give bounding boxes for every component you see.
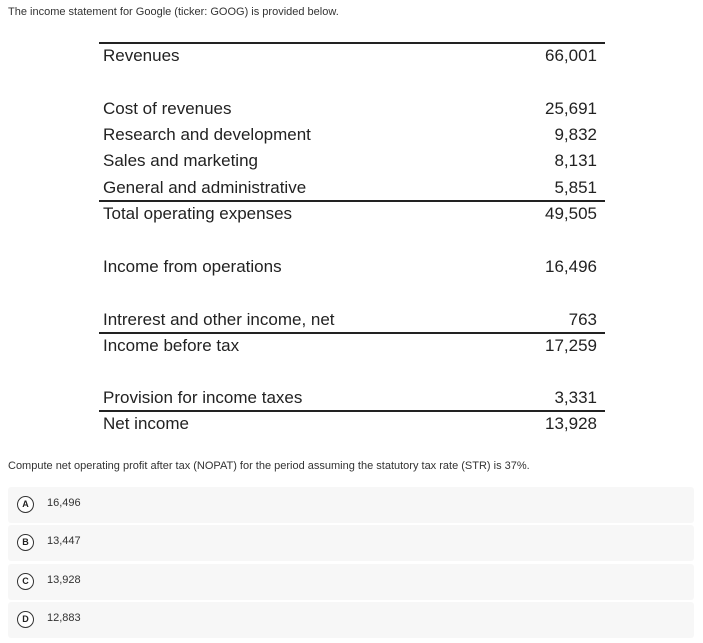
row-income-before-tax: [103, 336, 597, 358]
row-label: Intrerest and other income, net: [103, 310, 335, 329]
choice-text: 13,447: [47, 535, 81, 547]
subtotal-rule: [99, 200, 605, 202]
row-label: Research and development: [103, 125, 311, 144]
answer-choice-d[interactable]: [8, 602, 694, 638]
row-cost-of-revenues: [103, 99, 597, 121]
choice-letter-badge: B: [17, 534, 34, 551]
row-label: Income from operations: [103, 257, 282, 276]
intro-text: The income statement for Google (ticker: GOOG) is provided below.: [8, 6, 339, 18]
row-value: 763: [568, 310, 597, 329]
row-label: Provision for income taxes: [103, 388, 303, 407]
row-revenues: [103, 46, 597, 68]
row-label: Revenues: [103, 46, 180, 65]
row-value: 13,928: [545, 414, 597, 433]
subtotal-rule: [99, 332, 605, 334]
row-label: Net income: [103, 414, 189, 433]
row-label: Total operating expenses: [103, 204, 293, 223]
top-rule: [99, 42, 605, 44]
row-value: 49,505: [545, 204, 597, 223]
answer-choice-b[interactable]: [8, 525, 694, 561]
answer-choice-c[interactable]: [8, 564, 694, 600]
row-income-from-operations: [103, 257, 597, 279]
row-provision-income-taxes: [103, 388, 597, 410]
row-value: 16,496: [545, 257, 597, 276]
choice-letter-badge: D: [17, 611, 34, 628]
choice-letter-badge: A: [17, 496, 34, 513]
row-value: 66,001: [545, 46, 597, 65]
row-label: General and administrative: [103, 178, 307, 197]
row-research-development: [103, 125, 597, 147]
row-net-income: [103, 414, 597, 436]
choice-text: 12,883: [47, 612, 81, 624]
row-label: Sales and marketing: [103, 151, 258, 170]
choice-letter-badge: C: [17, 573, 34, 590]
row-value: 25,691: [545, 99, 597, 118]
row-value: 9,832: [554, 125, 597, 144]
row-value: 17,259: [545, 336, 597, 355]
row-sales-marketing: [103, 151, 597, 173]
row-label: Income before tax: [103, 336, 240, 355]
row-value: 8,131: [554, 151, 597, 170]
subtotal-rule: [99, 410, 605, 412]
choice-text: 16,496: [47, 497, 81, 509]
row-total-operating-expenses: [103, 204, 597, 226]
choice-text: 13,928: [47, 574, 81, 586]
row-value: 3,331: [554, 388, 597, 407]
row-label: Cost of revenues: [103, 99, 232, 118]
row-value: 5,851: [554, 178, 597, 197]
row-general-administrative: [103, 178, 597, 200]
answer-choice-a[interactable]: [8, 487, 694, 523]
question-text: Compute net operating profit after tax (NOPAT) for the period assuming the statutory tax rate (STR) is 37%.: [8, 460, 530, 472]
row-interest-other-income: [103, 310, 597, 332]
